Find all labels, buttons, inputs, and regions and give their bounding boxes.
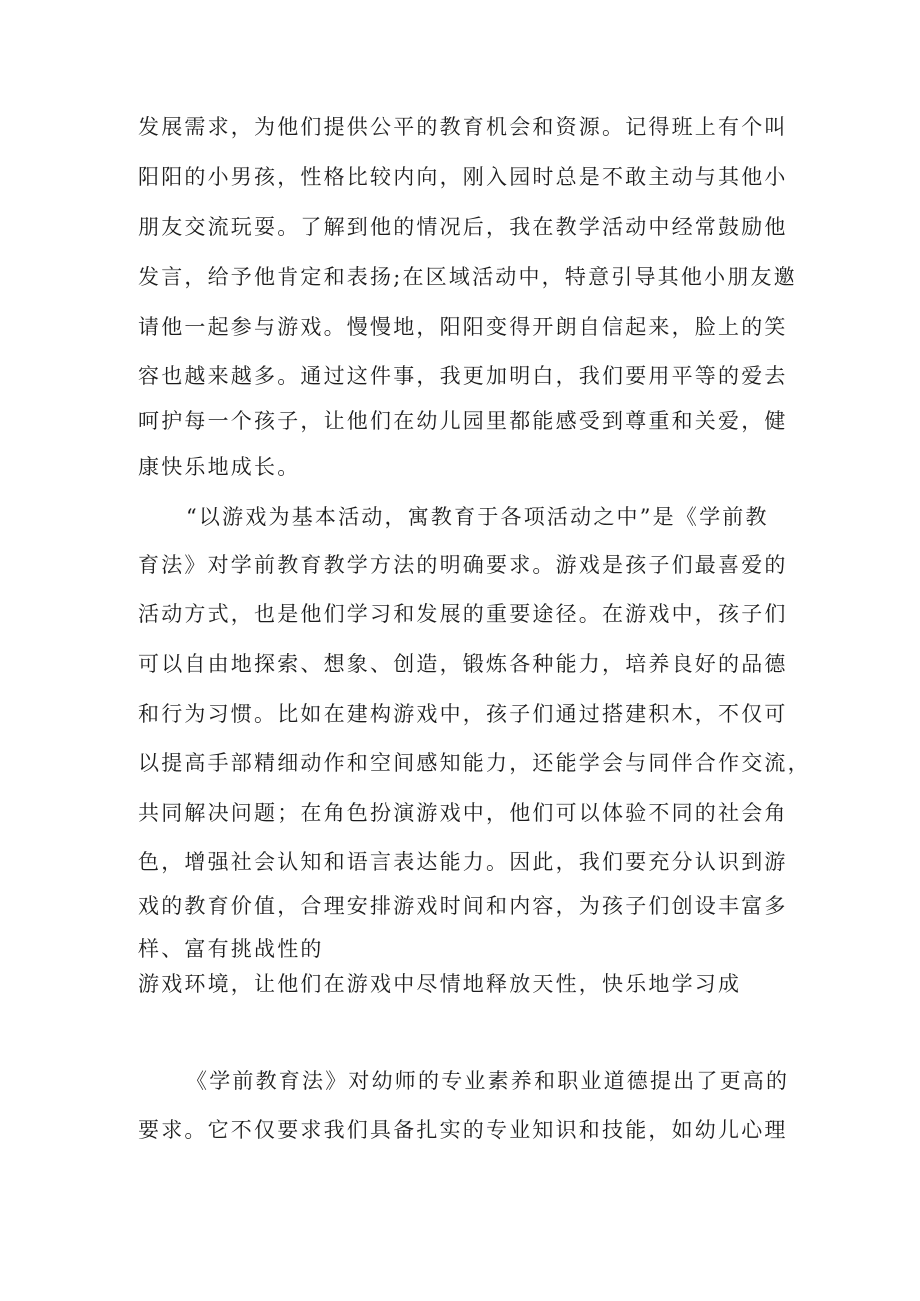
text-line: 《学前教育法》对幼师的专业素养和职业道德提出了更高的: [186, 1069, 790, 1093]
text-line: 请他一起参与游戏。慢慢地，阳阳变得开朗自信起来，脸上的笑: [138, 315, 788, 339]
text-line: 朋友交流玩耍。了解到他的情况后，我在教学活动中经常鼓励他: [138, 215, 788, 239]
text-line: 呵护每一个孩子，让他们在幼儿园里都能感受到尊重和关爱，健: [138, 409, 788, 433]
text-line: 和行为习惯。比如在建构游戏中，孩子们通过搭建积木，不仅可: [138, 702, 788, 726]
text-line: 以提高手部精细动作和空间感知能力，还能学会与同伴合作交流，: [138, 751, 811, 775]
text-line: 共同解决问题；在角色扮演游戏中，他们可以体验不同的社会角: [138, 801, 788, 825]
text-line: “以游戏为基本活动，寓教育于各项活动之中”是《学前教: [186, 505, 769, 529]
text-line: 康快乐地成长。: [138, 455, 301, 479]
text-line: 样、富有挑战性的: [138, 937, 324, 961]
text-line: 游戏环境，让他们在游戏中尽情地释放天性，快乐地学习成: [138, 972, 742, 996]
text-line: 戏的教育价值，合理安排游戏时间和内容，为孩子们创设丰富多: [138, 894, 788, 918]
text-line: 要求。它不仅要求我们具备扎实的专业知识和技能，如幼儿心理: [138, 1118, 788, 1142]
text-line: 阳阳的小男孩，性格比较内向，刚入园时总是不敢主动与其他小: [138, 165, 788, 189]
text-line: 容也越来越多。通过这件事，我更加明白，我们要用平等的爱去: [138, 364, 788, 388]
text-line: 可以自由地探索、想象、创造，锻炼各种能力，培养良好的品德: [138, 652, 788, 676]
text-line: 发展需求，为他们提供公平的教育机会和资源。记得班上有个叫: [138, 115, 788, 139]
text-line: 育法》对学前教育教学方法的明确要求。游戏是孩子们最喜爱的: [138, 553, 788, 577]
text-line: 发言，给予他肯定和表扬;在区域活动中，特意引导其他小朋友邀: [138, 265, 797, 289]
text-line: 活动方式，也是他们学习和发展的重要途径。在游戏中，孩子们: [138, 602, 788, 626]
text-line: 色，增强社会认知和语言表达能力。因此，我们要充分认识到游: [138, 850, 788, 874]
